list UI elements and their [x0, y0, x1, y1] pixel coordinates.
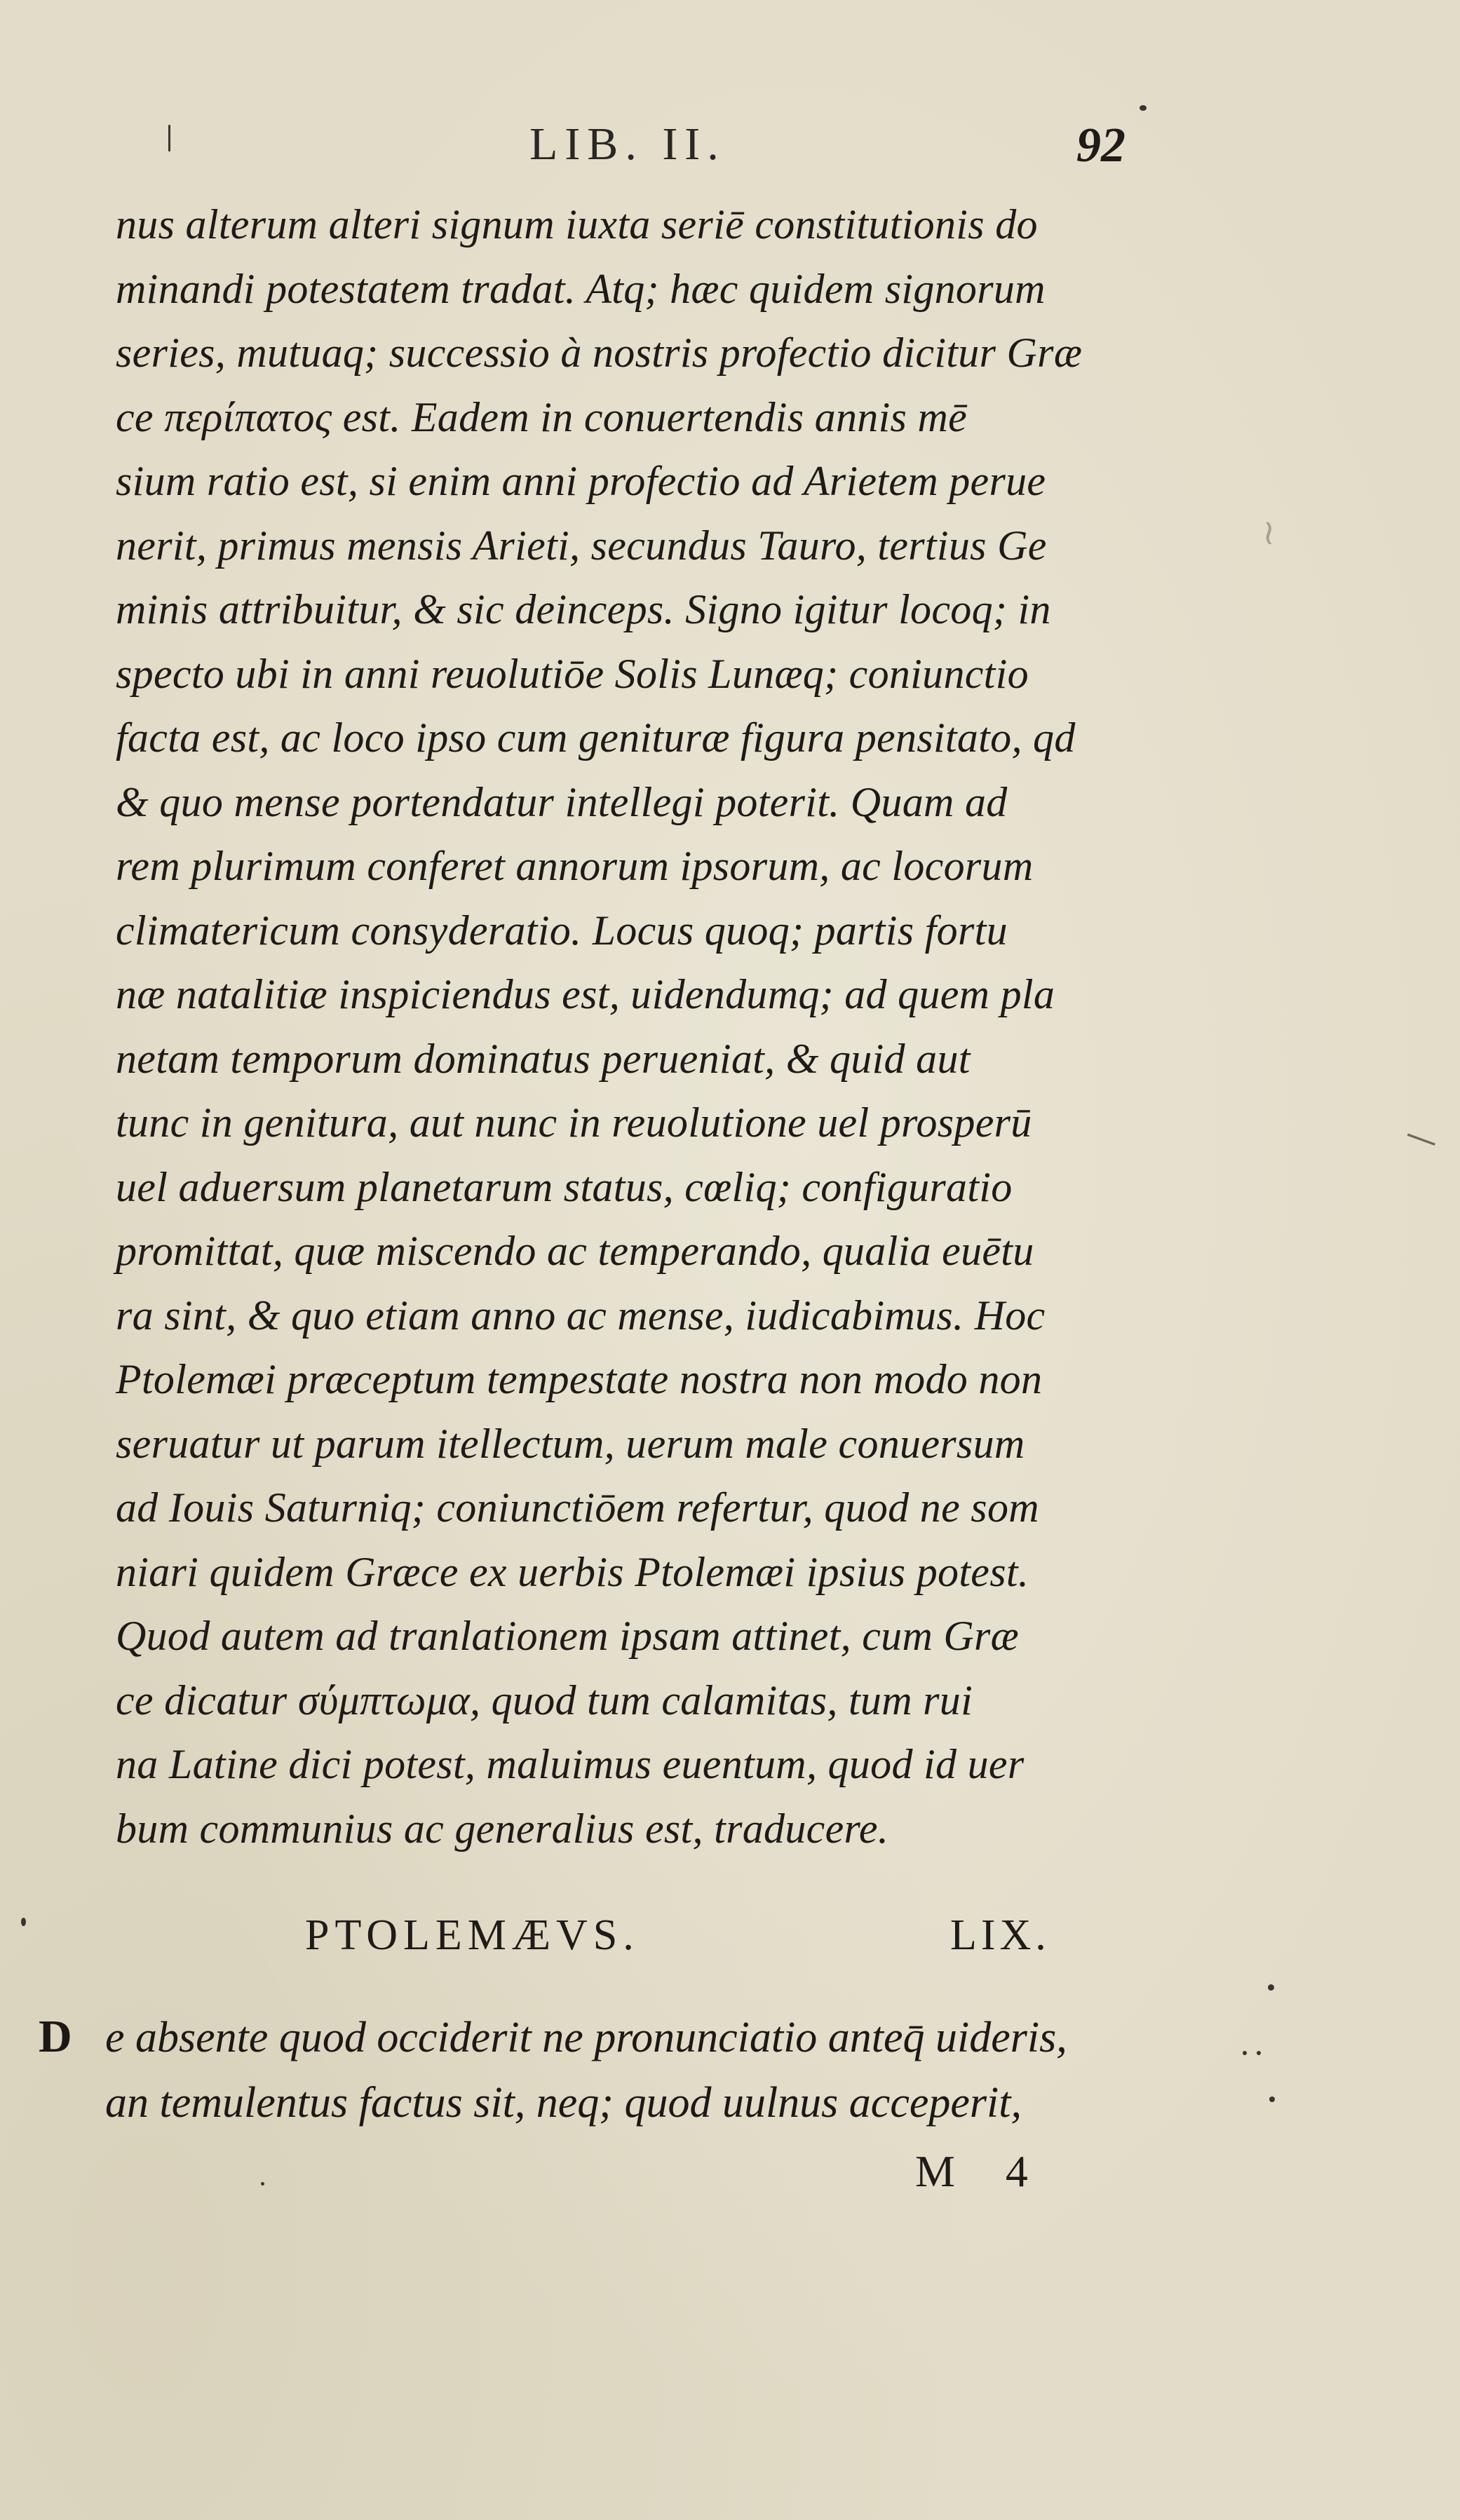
text-line: tunc in genitura, aut nunc in reuolutione uel prosperū [116, 1099, 1032, 1146]
aphorism-line-text: e absente quod occiderit ne pronunciatio anteq̄ uideris, [105, 2014, 1067, 2061]
text-line: netam temporum dominatus perueniat, & quid aut [116, 1035, 971, 1082]
running-header [0, 118, 1460, 181]
section-heading [0, 1911, 1460, 1974]
aphorism-line [39, 2004, 1231, 2070]
text-line: minandi potestatem tradat. Atq; hæc quidem signorum [116, 265, 1046, 312]
ink-speck [1257, 2051, 1261, 2055]
signature-mark: M 4 [915, 2146, 1048, 2196]
text-line: bum communius ac generalius est, traducere. [116, 1805, 889, 1852]
ink-speck [1140, 105, 1147, 111]
text-line: Ptolemæi præceptum tempestate nostra non modo non [116, 1356, 1043, 1402]
initial-letter: D [39, 2011, 72, 2062]
aphorism-line-text: an temulentus factus sit, neq; quod uulnus acceperit, [105, 2079, 1022, 2127]
text-line: promittat, quæ miscendo ac temperando, qualia euētu [116, 1228, 1034, 1274]
text-line: ce dicatur σύμπτωμα, quod tum calamitas, tum rui [116, 1676, 973, 1723]
text-line: nerit, primus mensis Arieti, secundus Tauro, tertius Ge [116, 522, 1047, 569]
text-line: Quod autem ad tranlationem ipsam attinet, cum Græ [116, 1613, 1019, 1659]
text-line: niari quidem Græce ex uerbis Ptolemæi ipsius potest. [116, 1548, 1029, 1595]
ink-speck [1243, 2051, 1247, 2055]
text-line: facta est, ac loco ipso cum genituræ figura pensitato, qd [116, 714, 1076, 761]
ink-speck [261, 2182, 264, 2186]
text-line: ra sint, & quo etiam anno ac mense, iudicabimus. Hoc [116, 1292, 1046, 1339]
text-line: na Latine dici potest, maluimus euentum, quod id uer [116, 1741, 1025, 1787]
aphorism-text [39, 2004, 1231, 2136]
margin-dash-mark: — [1400, 1113, 1444, 1161]
text-line: næ natalitiæ inspiciendus est, uidendumq; ad quem pla [116, 971, 1055, 1017]
text-line: uel aduersum planetarum status, cœliq; configuratio [116, 1163, 1013, 1210]
text-line: minis attribuitur, & sic deinceps. Signo igitur locoq; in [116, 586, 1051, 632]
text-line: series, mutuaq; successio à nostris profectio dicitur Græ [116, 330, 1083, 376]
aphorism-line [39, 2070, 1231, 2136]
margin-show-through-mark: ≀ [1262, 512, 1276, 553]
text-line: & quo mense portendatur intellegi poterit. Quam ad [116, 778, 1008, 825]
text-line: sium ratio est, si enim anni profectio ad Arietem perue [116, 458, 1046, 504]
body-text [116, 193, 1238, 1861]
text-line: nus alterum alteri signum iuxta seriē constitutionis do [116, 201, 1038, 248]
section-number: LIX. [950, 1911, 1050, 1959]
text-line: ce περίπατος est. Eadem in conuertendis annis mē [116, 393, 968, 440]
ink-speck [1268, 1984, 1274, 1991]
text-line: climatericum consyderatio. Locus quoq; partis fortu [116, 907, 1008, 954]
section-title: PTOLEMÆVS. [305, 1911, 640, 1959]
text-line: specto ubi in anni reuolutiōe Solis Lunæq; coniunctio [116, 650, 1029, 697]
text-line: ad Iouis Saturniq; coniunctiōem refertur, quod ne som [116, 1484, 1039, 1531]
running-title: LIB. II. [529, 118, 726, 170]
text-line: rem plurimum conferet annorum ipsorum, ac locorum [116, 843, 1034, 889]
ink-speck [1269, 2096, 1275, 2102]
page-number: 92 [1076, 118, 1126, 172]
text-line: seruatur ut parum itellectum, uerum male conuersum [116, 1420, 1025, 1467]
